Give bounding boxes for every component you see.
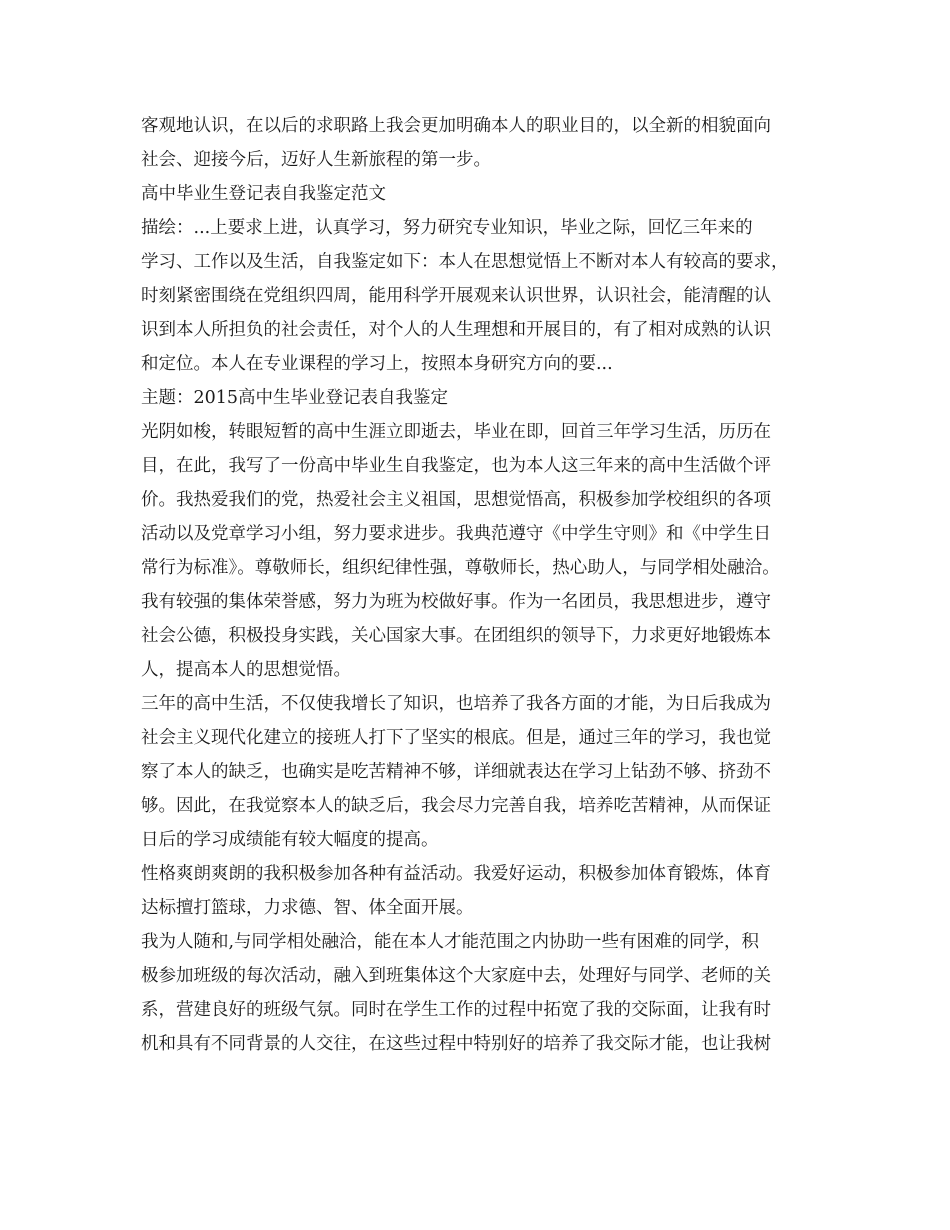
- text-line: 机和具有不同背景的人交往，在这些过程中特别好的培养了我交际才能，也让我树: [141, 1034, 771, 1054]
- document-body: [141, 109, 831, 1061]
- text-line: 三年的高中生活，不仅使我增长了知识，也培养了我各方面的才能，为日后我成为: [141, 694, 771, 714]
- topic-heading: 主题：2015高中生毕业登记表自我鉴定: [141, 388, 449, 408]
- text-line: 光阴如梭，转眼短暂的高中生涯立即逝去，毕业在即，回首三年学习生活，历历在: [141, 422, 771, 442]
- text-line: 常行为标准》。尊敬师长，组织纪律性强，尊敬师长，热心助人，与同学相处融洽。: [141, 558, 780, 578]
- text-line: 描绘：...上要求上进，认真学习，努力研究专业知识，毕业之际，回忆三年来的: [141, 218, 753, 238]
- text-line: 日后的学习成绩能有较大幅度的提高。: [141, 830, 439, 850]
- text-line: 客观地认识，在以后的求职路上我会更加明确本人的职业目的，以全新的相貌面向: [141, 116, 771, 136]
- text-line: 我为人随和,与同学相处融洽，能在本人才能范围之内协助一些有困难的同学，积: [141, 932, 760, 952]
- section-heading: 高中毕业生登记表自我鉴定范文: [141, 184, 386, 204]
- text-line: 价。我热爱我们的党，热爱社会主义祖国，思想觉悟高，积极参加学校组织的各项: [141, 490, 771, 510]
- text-line: 人，提高本人的思想觉悟。: [141, 660, 351, 680]
- text-line: 活动以及党章学习小组，努力要求进步。我典范遵守《中学生守则》和《中学生日: [141, 524, 771, 544]
- text-line: 社会、迎接今后，迈好人生新旅程的第一步。: [141, 150, 491, 170]
- text-line: 我有较强的集体荣誉感，努力为班为校做好事。作为一名团员，我思想进步，遵守: [141, 592, 771, 612]
- text-line: 极参加班级的每次活动，融入到班集体这个大家庭中去，处理好与同学、老师的关: [141, 966, 771, 986]
- text-line: 察了本人的缺乏，也确实是吃苦精神不够，详细就表达在学习上钻劲不够、挤劲不: [141, 762, 771, 782]
- text-line: 系，营建良好的班级气氛。同时在学生工作的过程中拓宽了我的交际面，让我有时: [141, 1000, 771, 1020]
- text-line: 目，在此，我写了一份高中毕业生自我鉴定，也为本人这三年来的高中生活做个评: [141, 456, 771, 476]
- text-line: 达标擅打篮球，力求德、智、体全面开展。: [141, 898, 474, 918]
- text-line: 时刻紧密围绕在党组织四周，能用科学开展观来认识世界，认识社会，能清醒的认: [141, 286, 771, 306]
- text-line: 识到本人所担负的社会责任，对个人的人生理想和开展目的，有了相对成熟的认识: [141, 320, 771, 340]
- text-line: 社会主义现代化建立的接班人打下了坚实的根底。但是，通过三年的学习，我也觉: [141, 728, 771, 748]
- text-line: 学习、工作以及生活，自我鉴定如下：本人在思想觉悟上不断对本人有较高的要求，: [141, 252, 789, 272]
- text-line: 够。因此，在我觉察本人的缺乏后，我会尽力完善自我，培养吃苦精神，从而保证: [141, 796, 771, 816]
- text-line: 社会公德，积极投身实践，关心国家大事。在团组织的领导下，力求更好地锻炼本: [141, 626, 771, 646]
- text-line: 性格爽朗爽朗的我积极参加各种有益活动。我爱好运动，积极参加体育锻炼，体育: [141, 864, 771, 884]
- text-line: 和定位。本人在专业课程的学习上，按照本身研究方向的要...: [141, 354, 613, 374]
